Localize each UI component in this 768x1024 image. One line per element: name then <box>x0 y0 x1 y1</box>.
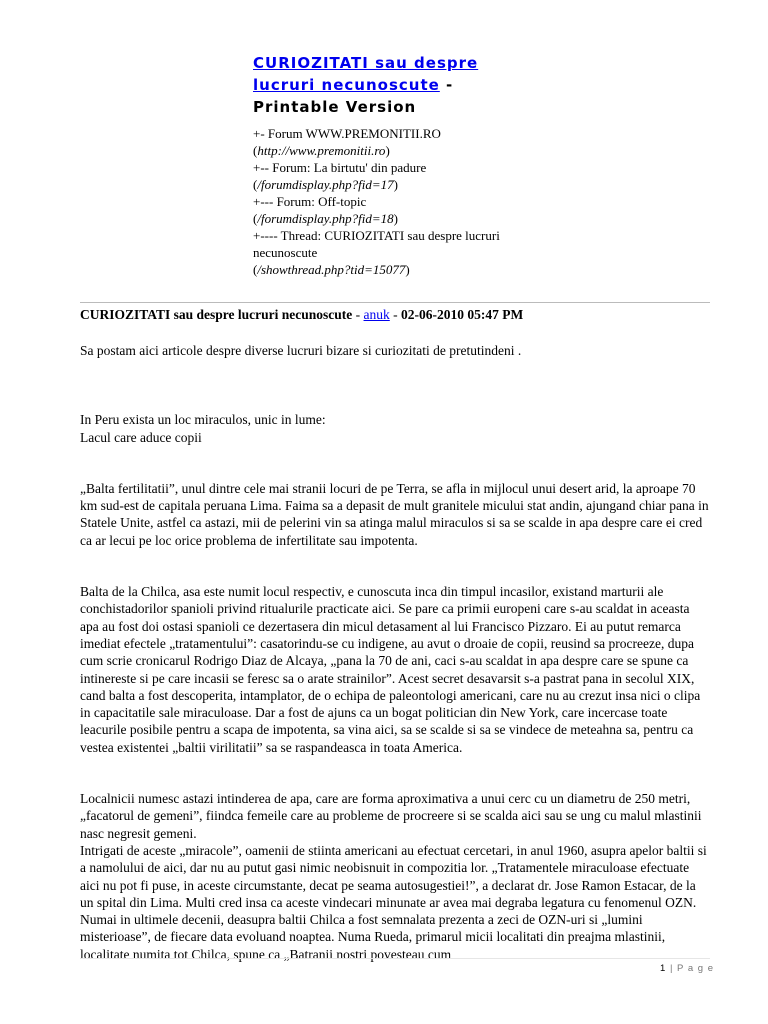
breadcrumb-text: +-- Forum: La birtutu' din padure <box>253 160 427 175</box>
breadcrumb-item-birtutu: +-- Forum: La birtutu' din padure (/forumdisplay.php?fid=17) <box>253 160 427 192</box>
breadcrumb-text: +---- Thread: CURIOZITATI sau despre lucruri necunoscute <box>253 228 500 260</box>
post-datetime: 02-06-2010 05:47 PM <box>401 307 524 322</box>
breadcrumb-item-forum: +- Forum WWW.PREMONITII.RO (http://www.premonitii.ro) <box>253 126 441 158</box>
thread-title-line-2: lucruri necunoscute <box>253 76 440 94</box>
article-paragraph: Localnicii numesc astazi intinderea de apa, care are forma aproximativa a unui cerc cu un diametru de 250 metri, „facatorul de gemeni”, fiindca femeile care au probleme de procreere si se scalda aici sau se ung cu malul mlastinii nasc negresit gemeni. <box>80 791 702 841</box>
breadcrumb-url: http://www.premonitii.ro <box>257 143 386 158</box>
article-subheading: Lacul care aduce copii <box>80 429 202 445</box>
breadcrumb-text: +--- Forum: Off-topic <box>253 194 367 209</box>
post-header <box>80 307 710 323</box>
post-body <box>80 342 710 963</box>
post-title: CURIOZITATI sau despre lucruri necunoscute <box>80 307 353 322</box>
article-paragraph: Balta de la Chilca, asa este numit locul respectiv, e cunoscuta inca din timpul incasilor, existand marturii ale conchistadorilor spanioli privind ritualurile practicate aici. Se pare ca primii europeni care s-au scaldat in aceasta apa au fost doi ostasi spanioli ce dezertasera din micul detasament al lui Francisco Pizzaro. Ei au putut remarca imediat efectele „tratamentului”: casatorindu-se cu indigene, au avut o droaie de copii, reusind sa procreeze, dupa cum scrie cronicarul Rodrigo Diaz de Alcaya, „pana la 70 de ani, caci s-au scaldat in apa despre care se spune ca intinereste si pe care incasii se feresc sa o arate strainilor”. Acest secret desavarsit s-a pastrat pana in secolul XIX, cand balta a fost descoperita, intamplator, de o echipa de paleontologi americani, care nu au crezut insa nici o clipa in capacitatile sale miraculoase. Dar a fost de ajuns ca un bogat politician din New York, care incercase toate leacurile posibile pentru a scapa de impotenta, sa vina aici, sa se scalde si sa se vindece de meteahna sa, pentru ca vestea existentei „baltii virilitatii” sa se raspandeasca in toata America. <box>80 584 701 755</box>
thread-title-line-1: CURIOZITATI sau despre <box>253 54 479 72</box>
post-separator: - <box>352 307 364 322</box>
breadcrumb-item-thread: +---- Thread: CURIOZITATI sau despre lucruri necunoscute (/showthread.php?tid=15077) <box>253 228 500 277</box>
article-subheading: In Peru exista un loc miraculos, unic in lume: <box>80 412 326 428</box>
breadcrumb-item-offtopic: +--- Forum: Off-topic (/forumdisplay.php?fid=18) <box>253 194 398 226</box>
article-paragraph: Intrigati de aceste „miracole”, oamenii de stiinta americani au efectuat cercetari, in anul 1960, asupra apelor baltii si a namolului de aici, dar nu au putut gasi nimic neobisnuit in compozitia lor. „Tratamentele miraculoase efectuate aici nu pot fi puse, in aceste circumstante, decat pe seama autosugestiei!”, a declarat dr. Jose Ramon Estacar, de la un spital din Lima. Multi cred insa ca aceste vindecari minunate ar avea mai degraba legatura cu fenomenul OZN. Numai in ultimele decenii, deasupra baltii Chilca a fost semnalata prezenta a zeci de OZN-uri si „lumini misterioase”, de fiecare data evoluand noaptea. Numa Rueda, primarul micii localitati din preajma mlastinii, localitate numita tot Chilca, spune ca „Batranii nostri povesteau cum <box>80 842 707 962</box>
breadcrumb-text: +- Forum WWW.PREMONITII.RO <box>253 126 441 141</box>
page-number: 1 <box>660 963 667 974</box>
breadcrumb <box>253 125 513 278</box>
title-dash: - <box>439 76 454 94</box>
printable-version-label: Printable Version <box>253 98 417 116</box>
breadcrumb-url: /forumdisplay.php?fid=18 <box>257 211 394 226</box>
post-intro: Sa postam aici articole despre diverse lucruri bizare si curiozitati de pretutindeni . <box>80 343 522 358</box>
page-title <box>253 52 543 118</box>
footer-divider <box>80 958 710 959</box>
breadcrumb-url: /showthread.php?tid=15077 <box>257 262 406 277</box>
post-author-link[interactable]: anuk <box>363 307 390 322</box>
page-label: | P a g e <box>669 963 714 974</box>
page-footer <box>660 963 714 974</box>
breadcrumb-url: /forumdisplay.php?fid=17 <box>257 177 394 192</box>
article-paragraph: „Balta fertilitatii”, unul dintre cele mai stranii locuri de pe Terra, se afla in mijlocul unui desert arid, la aproape 70 km sud-est de capitala peruana Lima. Faima sa a depasit de mult granitele micului stat andin, ajungand chiar pana in Statele Unite, astfel ca astazi, mii de pelerini vin sa atinga malul miraculos si sa se scalde in apa despre care ei cred ca ar lecui pe loc orice problema de infertilitate sau impotenta. <box>80 480 709 548</box>
post-separator: - <box>389 307 402 322</box>
header-divider <box>80 302 710 303</box>
